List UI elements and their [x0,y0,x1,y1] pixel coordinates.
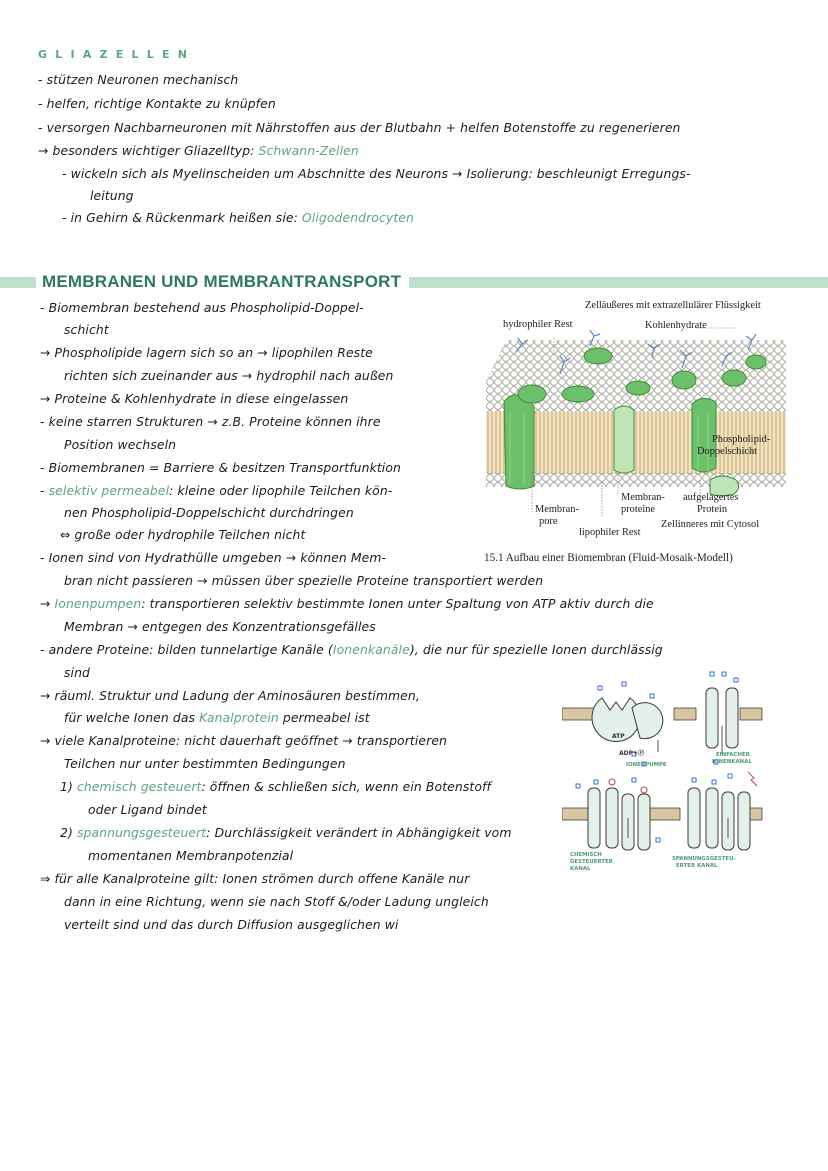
section2-line-4 [64,366,393,386]
section2-line-20 [40,731,447,751]
line-text: - keine starren Strukturen → z.B. Proteine können ihre [40,414,381,429]
section2-line-22 [60,777,491,797]
section2-line-6 [40,412,381,432]
highlight-term: chemisch gesteuert [76,779,202,794]
highlight-term: Ionenpumpen [54,596,142,611]
section1-line-6 [90,186,134,206]
line-text: → viele Kanalproteine: nicht dauerhaft geöffnet → transportieren [40,733,448,748]
line-prefix: → [40,596,55,611]
section2-line-10 [64,503,354,523]
line-text: permeabel ist [278,710,370,725]
highlight-term: Ionenkanäle [332,642,410,657]
section2-line-27 [64,892,489,912]
voltage-label-2: ERTER KANAL [676,863,718,869]
section2-line-24 [60,823,511,843]
highlight-term: selektiv permeabel [48,483,170,498]
line-text: : Durchlässigkeit verändert in Abhängigkeit vom [206,825,512,840]
line-text: - versorgen Nachbarneuronen mit Nährstoffen aus der Blutbahn + helfen Botenstoffe zu regenerieren [38,120,681,135]
chem-label-3: KANAL [570,866,591,872]
line-text: richten sich zueinander aus → hydrophil nach außen [64,368,394,383]
line-text: momentanen Membranpotenzial [88,848,294,863]
line-text: : kleine oder lipophile Teilchen kön- [169,483,393,498]
line-text: ), die nur für spezielle Ionen durchlässig [409,642,663,657]
chem-label-2: GESTEUERTER [570,859,613,865]
line-text: → Phospholipide lagern sich so an → lipophilen Reste [40,345,373,360]
section2-line-2 [64,320,109,340]
line-text: sind [64,665,91,680]
section2-line-9 [40,481,392,501]
atp-label: ATP [612,733,625,740]
line-text: - Biomembranen = Barriere & besitzen Transportfunktion [40,460,401,475]
chem-label-1: CHEMISCH [570,852,602,858]
ion-channel-sketches [562,668,772,878]
line-text: verteilt sind und das durch Diffusion ausgeglichen wi [64,917,399,932]
line-prefix: 2) [60,825,77,840]
label-lipophilic: lipophiler Rest [579,527,641,538]
section2-line-3 [40,343,373,363]
section2-line-12 [40,548,386,568]
label-membrane-protein-2: proteine [621,504,656,515]
membrane-heading: MEMBRANEN UND MEMBRANTRANSPORT [36,271,409,293]
label-peripheral-protein-2: Protein [697,504,728,515]
line-text: dann in eine Richtung, wenn sie nach Stoff &/oder Ladung ungleich [64,894,489,909]
glia-heading: G L I A Z E L L E N [38,48,190,61]
section2-line-17 [64,663,90,683]
section2-line-18 [40,686,420,706]
highlight-term: Kanalprotein [199,710,279,725]
section2-line-26 [40,869,469,889]
line-text: Teilchen nur unter bestimmten Bedingungen [64,756,346,771]
line-text: Membran → entgegen des Konzentrationsgefälles [64,619,376,634]
section1-line-4 [38,141,359,161]
line-text: - Biomembran bestehend aus Phospholipid-Doppel- [40,300,364,315]
section2-line-19 [64,708,370,728]
section2-line-23 [88,800,207,820]
section2-line-11 [60,525,305,545]
simple-channel-label-1: EINFACHER [716,752,750,758]
figure-caption: 15.1 Aufbau einer Biomembran (Fluid-Mosaik-Modell) [484,552,733,564]
section1-line-1 [38,70,238,90]
section2-line-16 [40,640,663,660]
label-cytosol: Zellinneres mit Cytosol [661,519,760,530]
label-peripheral-protein-1: aufgelagertes [683,492,739,503]
section2-line-5 [40,389,348,409]
line-text: oder Ligand bindet [88,802,207,817]
section1-line-2 [38,94,276,114]
line-text: → besonders wichtiger Gliazelltyp: [38,143,259,158]
section2-line-28 [64,915,398,935]
line-text: nen Phospholipid-Doppelschicht durchdringen [64,505,354,520]
line-prefix: - [40,483,49,498]
line-prefix: - andere Proteine: bilden tunnelartige Kanäle ( [40,642,333,657]
line-text: Position wechseln [64,437,177,452]
label-carbohydrates: Kohlenhydrate [645,320,707,331]
section2-line-7 [64,435,176,455]
highlight-term: spannungsgesteuert [76,825,207,840]
voltage-label-1: SPANNUNGSGESTEU- [672,856,736,862]
label-phospholipid: Phospholipid- [712,434,771,445]
section2-line-21 [64,754,346,774]
section1-line-7 [62,208,414,228]
line-text: - helfen, richtige Kontakte zu knüpfen [38,96,276,111]
section2-line-14 [40,594,654,614]
label-membrane-protein-1: Membran- [621,492,665,503]
section1-line-3 [38,118,681,138]
highlight-term: Schwann-Zellen [258,143,359,158]
line-text: ⇒ für alle Kanalproteine gilt: Ionen strömen durch offene Kanäle nur [40,871,470,886]
section2-line-15 [64,617,376,637]
line-text: bran nicht passieren → müssen über spezielle Proteine transportiert werden [64,573,544,588]
section1-line-5 [62,164,691,184]
adp-label: ADP+Ⓟ [619,750,645,757]
line-text: : öffnen & schließen sich, wenn ein Botenstoff [201,779,491,794]
line-text: → Proteine & Kohlenhydrate in diese eingelassen [40,391,349,406]
line-prefix: für welche Ionen das [64,710,200,725]
label-membrane-pore-1: Membran- [535,504,579,515]
line-text: - in Gehirn & Rückenmark heißen sie: [62,210,302,225]
simple-channel-label-2: IONENKANAL [712,759,752,765]
label-bilayer: Doppelschicht [697,446,758,457]
line-text: : transportieren selektiv bestimmte Ionen unter Spaltung von ATP aktiv durch die [141,596,654,611]
section2-line-25 [88,846,293,866]
label-extracellular: Zelläußeres mit extrazellulärer Flüssigkeit [585,300,761,311]
line-text: → räuml. Struktur und Ladung der Aminosäuren bestimmen, [40,688,420,703]
pump-label: IONENPUMPE [626,762,667,768]
line-text: ⇔ große oder hydrophile Teilchen nicht [60,527,306,542]
section2-line-1 [40,298,364,318]
line-prefix: 1) [60,779,77,794]
line-text: leitung [90,188,134,203]
highlight-term: Oligodendrocyten [301,210,414,225]
line-text: - Ionen sind von Hydrathülle umgeben → können Mem- [40,550,387,565]
section2-line-8 [40,458,401,478]
line-text: - stützen Neuronen mechanisch [38,72,239,87]
section2-line-13 [64,571,543,591]
line-text: schicht [64,322,109,337]
label-membrane-pore-2: pore [539,516,558,527]
label-hydrophilic: hydrophiler Rest [503,319,573,330]
line-text: - wickeln sich als Myelinscheiden um Abschnitte des Neurons → Isolierung: beschleunigt Erregungs- [62,166,691,181]
